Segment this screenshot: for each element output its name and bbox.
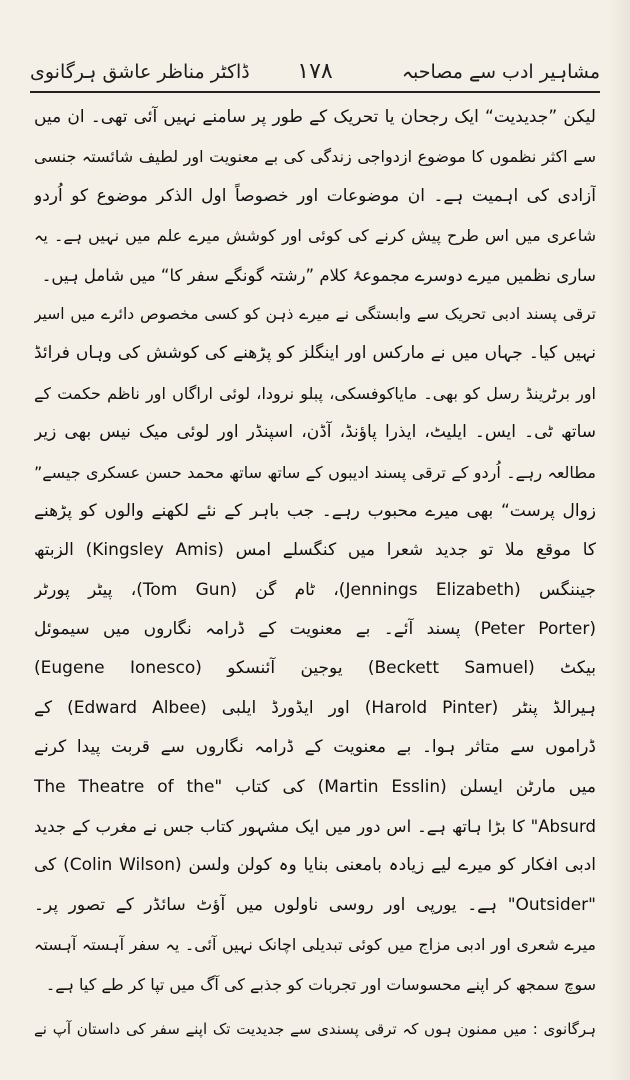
text-line: (Peter Porter) پسند آئے۔ بے معنویت کے ڈرامہ نگاروں میں سیموئل bbox=[34, 619, 596, 640]
text-line: نہیں کیا۔ جہاں میں نے مارکس اور اینگلز کو پڑھنے کی کوشش کی وہاں فرائڈ bbox=[34, 343, 596, 364]
text-line: ہیرالڈ پنٹر (Harold Pinter) اور ایڈورڈ ایلبی (Edward Albee) کے bbox=[34, 697, 596, 718]
body-text bbox=[34, 98, 596, 1049]
text-line: لیکن ”جدیدیت“ ایک رجحان یا تحریک کے طور پر سامنے نہیں آئی تھی۔ ان میں bbox=[34, 107, 596, 127]
text-line: ترقی پسند ادبی تحریک سے وابستگی نے میرے ذہن کو کسی مخصوص دائرے میں اسیر bbox=[34, 304, 596, 323]
header-rule bbox=[30, 91, 600, 93]
author-name: ڈاکٹر مناظر عاشق ہرگانوی bbox=[30, 61, 250, 83]
text-line: اور برٹرینڈ رسل کو بھی۔ مایاکوفسکی، پبلو نرودا، لوئی اراگاں اور ناظم حکمت کے bbox=[34, 383, 596, 403]
text-line: میرے شعری اور ادبی مزاج میں کوئی تبدیلی اچانک نہیں آئی۔ یہ سفر آہستہ آہستہ bbox=[34, 935, 596, 955]
text-line: زوال پرست“ بھی میرے محبوب رہے۔ جب باہر کے نئے لکھنے والوں کو پڑھنے bbox=[34, 500, 596, 521]
running-header bbox=[30, 52, 600, 92]
text-line: کا موقع ملا تو جدید شعرا میں کنگسلے امس (Kingsley Amis) الزبتھ bbox=[34, 540, 596, 561]
text-line: مطالعہ رہے۔ اُردو کے ترقی پسند ادیبوں کے ساتھ ساتھ محمد حسن عسکری جیسے” bbox=[34, 462, 596, 482]
text-line: آزادی کی اہمیت ہے۔ ان موضوعات اور خصوصاً اول الذکر موضوع کو اُردو bbox=[34, 185, 596, 206]
text-line: بیکٹ (Beckett Samuel) یوجین آئنسکو (Eugene Ionesco) bbox=[34, 658, 596, 679]
text-line: ڈراموں سے متاثر ہوا۔ بے معنویت کے ڈرامہ نگاروں سے قربت پیدا کرنے bbox=[34, 737, 596, 758]
book-title: مشاہیر ادب سے مصاحبہ bbox=[401, 61, 600, 83]
text-line: ساری نظمیں میرے دوسرے مجموعۂ کلام ”رشتہ گونگے سفر کا“ میں شامل ہیں۔ bbox=[41, 265, 596, 285]
text-line-interviewer: ہرگانوی : میں ممنون ہوں کہ ترقی پسندی سے جدیدیت تک اپنے سفر کی داستان آپ نے bbox=[34, 1019, 596, 1038]
text-line: جیننگس (Jennings Elizabeth)، ٹام گن (Tom Gun)، پیٹر پورٹر bbox=[34, 579, 596, 600]
text-line: ساتھ ٹی۔ ایس۔ ایلیٹ، ایذرا پاؤنڈ، آڈن، اسپنڈر اور لوئی میک نیس بھی زیر bbox=[34, 422, 596, 443]
page-edge-shadow bbox=[608, 0, 630, 1080]
page-number: ۱۷۸ bbox=[297, 59, 333, 84]
text-line: Absurd" کا بڑا ہاتھ ہے۔ اس دور میں ایک مشہور کتاب جس نے مغرب کے جدید bbox=[34, 817, 596, 837]
text-line: میں مارٹن ایسلن (Martin Esslin) کی کتاب "The Theatre of the bbox=[34, 776, 596, 797]
text-line: شاعری میں اس طرح پیش کرنے کی کوئی اور کوشش میرے علم میں نہیں ہے۔ یہ bbox=[34, 226, 596, 246]
text-line: "Outsider" ہے۔ یورپی اور روسی ناولوں میں آؤٹ سائڈر کے تصور پر۔ bbox=[34, 894, 596, 915]
text-line: سوچ سمجھ کر اپنے محسوسات اور تجربات کو جذبے کی آگ میں تپا کر طے کیا ہے۔ bbox=[45, 974, 596, 994]
text-line: سے اکثر نظموں کا موضوع ازدواجی زندگی کی بے معنویت اور لطیف شائستہ جنسی bbox=[34, 147, 596, 167]
text-line: ادبی افکار کو میرے لیے زیادہ بامعنی بنایا وہ کولن ولسن (Colin Wilson) کی bbox=[34, 855, 596, 876]
